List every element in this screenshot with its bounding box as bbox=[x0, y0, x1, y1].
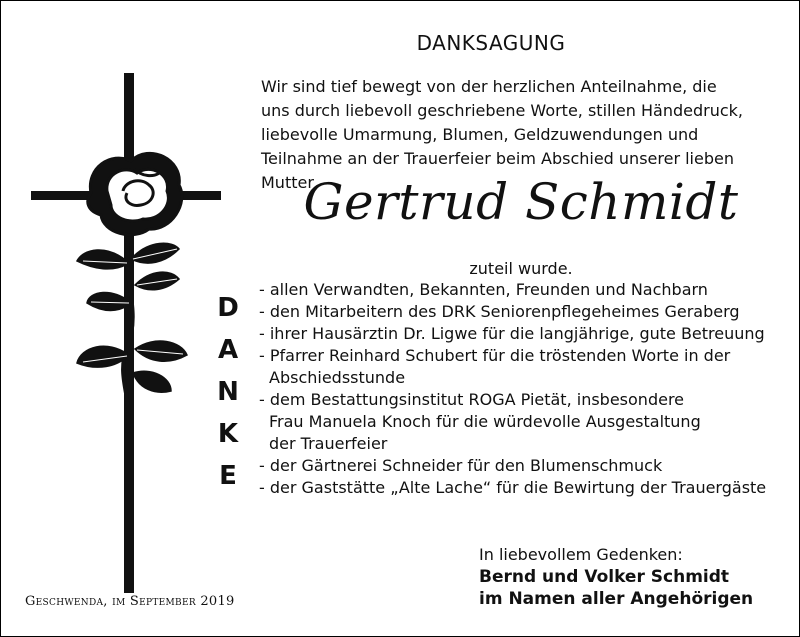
danke-vertical-word bbox=[213, 293, 243, 503]
thanks-item-continuation: Abschiedsstunde bbox=[269, 368, 406, 387]
signers-line: Bernd und Volker Schmidt bbox=[479, 567, 730, 587]
thanks-item: - der Gaststätte „Alte Lache“ für die Bewirtung der Trauergäste bbox=[259, 478, 767, 497]
closing-block bbox=[479, 544, 789, 610]
intro-line: Teilnahme an der Trauerfeier beim Abschied unserer lieben Mutter bbox=[261, 149, 734, 192]
thanks-item-continuation: Frau Manuela Knoch für die würdevolle Ausgestaltung bbox=[269, 412, 701, 431]
intro-line: uns durch liebevoll geschriebene Worte, stillen Händedruck, bbox=[261, 101, 743, 120]
intro-line: Wir sind tief bewegt von der herzlichen Anteilnahme, die bbox=[261, 77, 717, 96]
thanks-item: - dem Bestattungsinstitut ROGA Pietät, insbesondere Frau Manuela Knoch für die würdevolle Ausgestaltung der Trauerfeier bbox=[259, 389, 789, 455]
remembrance-line: In liebevollem Gedenken: bbox=[479, 545, 683, 564]
thanks-item-continuation: der Trauerfeier bbox=[269, 434, 388, 453]
thanks-list bbox=[259, 279, 789, 499]
thanks-item: - Pfarrer Reinhard Schubert für die tröstenden Worte in der Abschiedsstunde bbox=[259, 345, 789, 389]
danke-letter: A bbox=[217, 335, 239, 365]
thanks-item: - ihrer Hausärztin Dr. Ligwe für die langjährige, gute Betreuung bbox=[259, 324, 765, 343]
danke-letter: K bbox=[217, 419, 239, 449]
on-behalf-line: im Namen aller Angehörigen bbox=[479, 589, 754, 609]
danke-letter: N bbox=[217, 377, 239, 407]
deceased-name: Gertrud Schmidt bbox=[303, 173, 739, 231]
after-name-text: zuteil wurde. bbox=[469, 259, 573, 278]
danke-letter: E bbox=[219, 461, 237, 491]
cross-with-rose-icon bbox=[31, 73, 221, 593]
place-date: Geschwenda, im September 2019 bbox=[25, 594, 235, 609]
danke-letter: D bbox=[217, 293, 239, 323]
thanks-item: - der Gärtnerei Schneider für den Blumenschmuck bbox=[259, 456, 663, 475]
thanks-item: - den Mitarbeitern des DRK Seniorenpflegeheimes Geraberg bbox=[259, 302, 740, 321]
thanks-item: - allen Verwandten, Bekannten, Freunden und Nachbarn bbox=[259, 280, 708, 299]
notice-heading: DANKSAGUNG bbox=[416, 31, 566, 55]
intro-line: liebevolle Umarmung, Blumen, Geldzuwendungen und bbox=[261, 125, 699, 144]
